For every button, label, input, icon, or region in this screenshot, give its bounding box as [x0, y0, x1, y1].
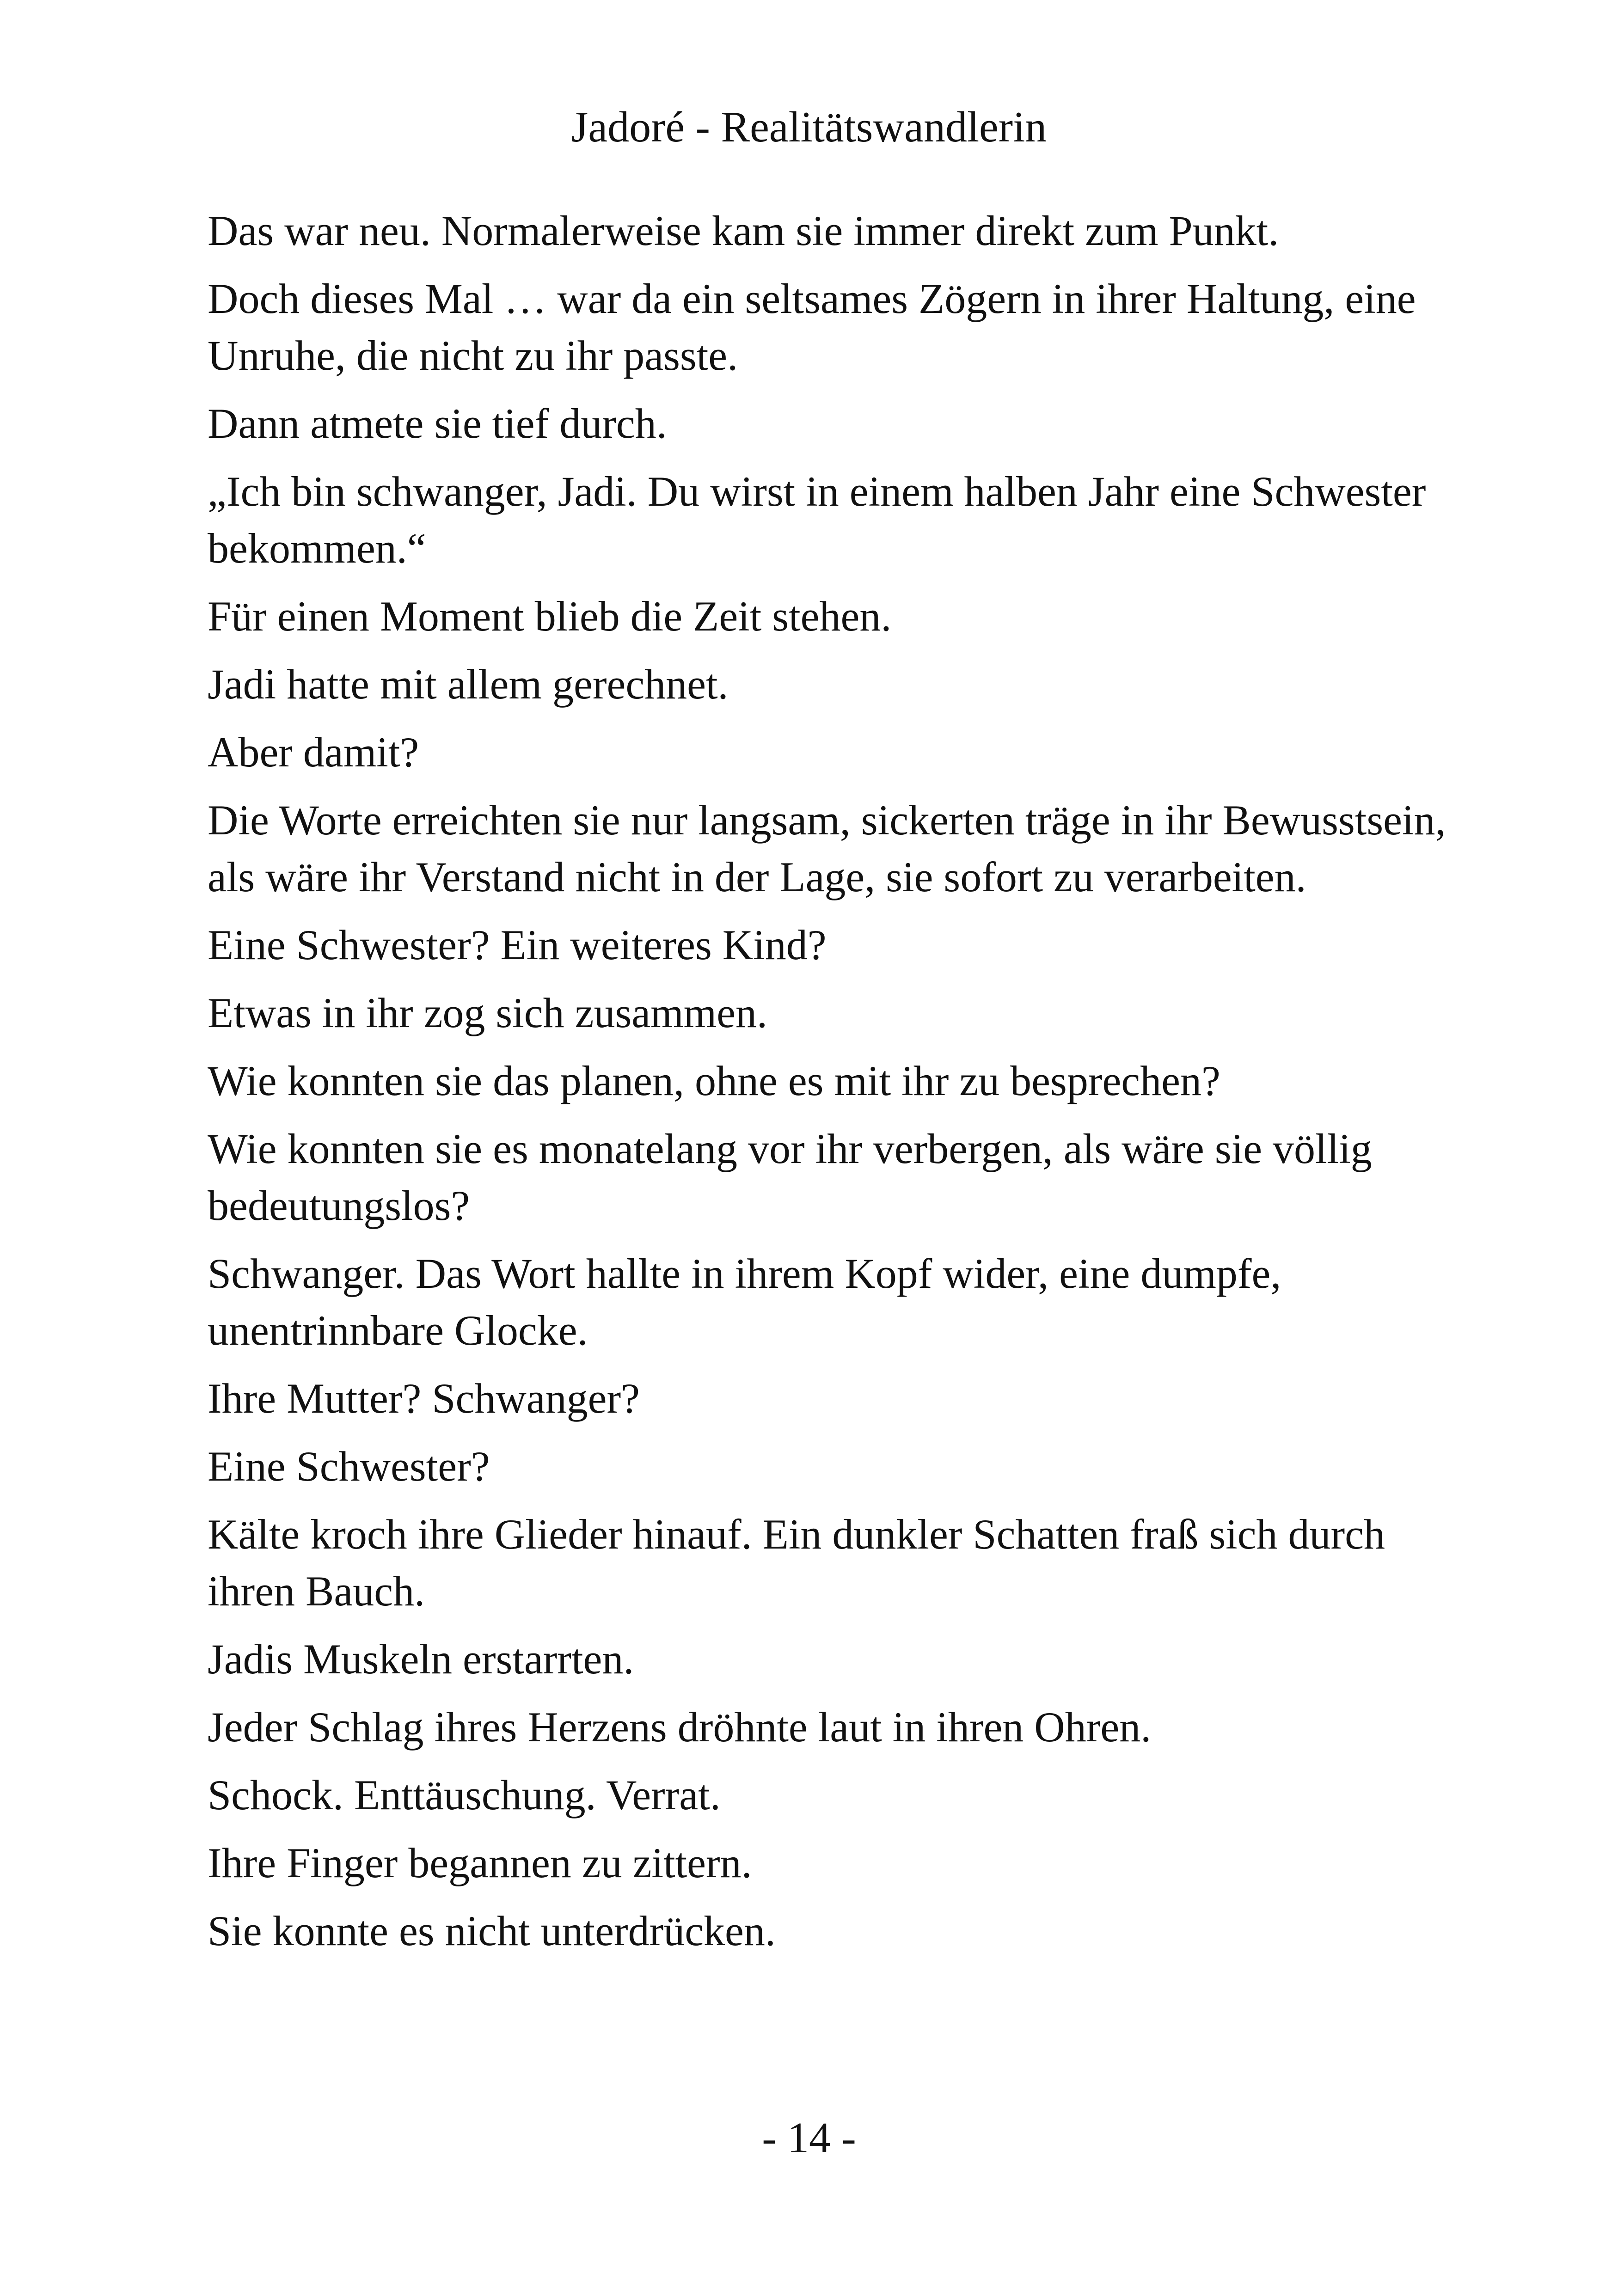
- paragraph: Wie konnten sie das planen, ohne es mit ihr zu besprechen?: [208, 1057, 1220, 1104]
- paragraph: Schwanger. Das Wort hallte in ihrem Kopf wider, eine dumpfe, unentrinnbare Glocke.: [208, 1250, 1281, 1354]
- paragraph: Dann atmete sie tief durch.: [208, 400, 667, 447]
- paragraph: Jeder Schlag ihres Herzens dröhnte laut in ihren Ohren.: [208, 1703, 1152, 1751]
- body-text: [208, 202, 1474, 1971]
- paragraph: Die Worte erreichten sie nur langsam, sickerten träge in ihr Bewusstsein, als wäre ihr Verstand nicht in der Lage, sie sofort zu verarbeiten.: [208, 796, 1446, 900]
- paragraph: Jadi hatte mit allem gerechnet.: [208, 661, 729, 708]
- paragraph: Ihre Finger begannen zu zittern.: [208, 1839, 752, 1886]
- paragraph: Sie konnte es nicht unterdrücken.: [208, 1907, 776, 1954]
- paragraph: Schock. Enttäuschung. Verrat.: [208, 1771, 721, 1818]
- paragraph: Für einen Moment blieb die Zeit stehen.: [208, 593, 892, 640]
- paragraph: Jadis Muskeln erstarrten.: [208, 1635, 634, 1683]
- paragraph: Eine Schwester? Ein weiteres Kind?: [208, 921, 827, 968]
- paragraph: Wie konnten sie es monatelang vor ihr verbergen, als wäre sie völlig bedeutungslos?: [208, 1125, 1372, 1229]
- paragraph: Aber damit?: [208, 729, 419, 776]
- paragraph: Etwas in ihr zog sich zusammen.: [208, 989, 768, 1036]
- page-title: Jadoré - Realitätswandlerin: [571, 103, 1047, 151]
- paragraph: Doch dieses Mal … war da ein seltsames Zögern in ihrer Haltung, eine Unruhe, die nicht zu ihr passte.: [208, 275, 1416, 379]
- page-number: - 14 -: [762, 2114, 856, 2162]
- paragraph: Ihre Mutter? Schwanger?: [208, 1375, 640, 1422]
- paragraph: Eine Schwester?: [208, 1443, 490, 1490]
- paragraph: Das war neu. Normalerweise kam sie immer direkt zum Punkt.: [208, 207, 1279, 254]
- paragraph: Kälte kroch ihre Glieder hinauf. Ein dunkler Schatten fraß sich durch ihren Bauch.: [208, 1511, 1385, 1615]
- paragraph: „Ich bin schwanger, Jadi. Du wirst in einem halben Jahr eine Schwester bekommen.“: [208, 468, 1426, 572]
